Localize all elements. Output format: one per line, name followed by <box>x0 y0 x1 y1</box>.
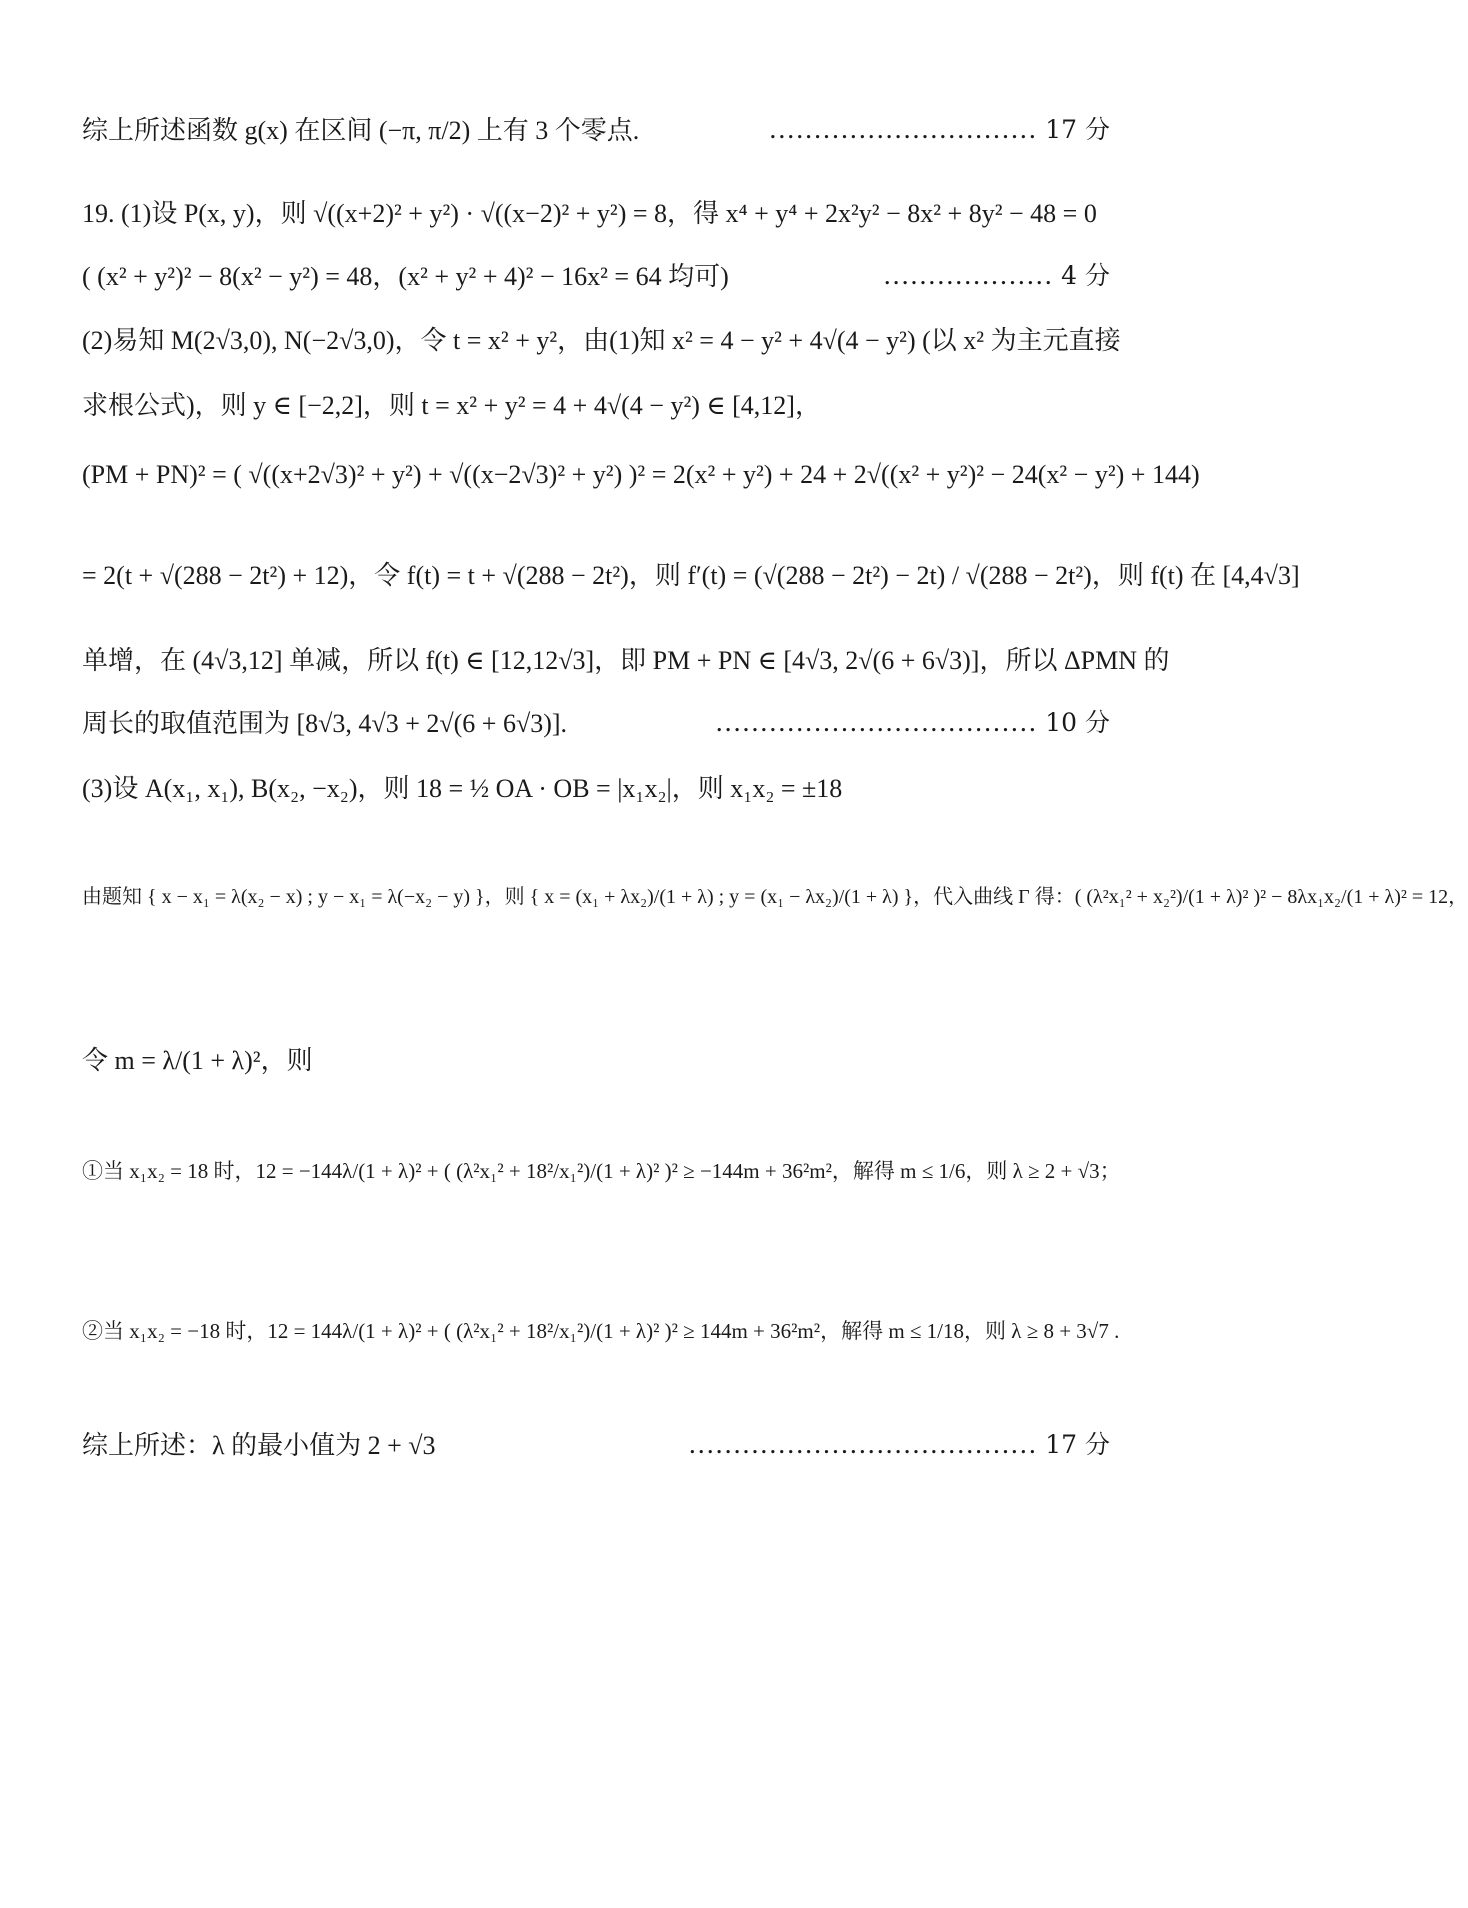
part-2-line-2: 求根公式)，则 y ∈ [−2,2]，则 t = x² + y² = 4 + 4√(4 − y²) ∈ [4,12]， <box>82 391 821 420</box>
part-2-monotonic-line: 单增，在 (4√3,12] 单减，所以 f(t) ∈ [12,12√3]，即 PM + PN ∈ [4√3, 2√(6 + 6√3)]，所以 ΔPMN 的 <box>82 646 1170 675</box>
part-2-derivative-line: = 2(t + √(288 − 2t²) + 12)，令 f(t) = t + √(288 − 2t²)，则 f′(t) = (√(288 − 2t²) − 2t) / √(288 − 2t²)，则 f(t) 在 [4,4√3] <box>82 561 1300 590</box>
case-1-line: ①当 x₁x₂ = 18 时，12 = −144λ/(1 + λ)² + ( (λ²x₁² + 18²/x₁²)/(1 + λ)² )² ≥ −144m + 36²m²，解得 m ≤ 1/6，则 λ ≥ 2 + √3； <box>82 1159 1121 1183</box>
dot-leader: .............................. <box>768 115 1038 144</box>
score-marker-17-a <box>769 110 1110 146</box>
substitution-m-line: 令 m = λ/(1 + λ)²，则 <box>82 1046 313 1075</box>
score-value: 17 分 <box>1045 115 1110 144</box>
dot-leader: .................................... <box>715 708 1038 737</box>
part-2-sum-squared: (PM + PN)² = ( √((x+2√3)² + y²) + √((x−2√3)² + y²) )² = 2(x² + y²) + 24 + 2√((x² + y²)² − 24(x² − y²) + 144) <box>82 460 1200 489</box>
perimeter-range-line: 周长的取值范围为 [8√3, 4√3 + 2√(6 + 6√3)]. <box>82 709 568 738</box>
case-2-line: ②当 x₁x₂ = −18 时，12 = 144λ/(1 + λ)² + ( (λ²x₁² + 18²/x₁²)/(1 + λ)² )² ≥ 144m + 36²m²，解得 m ≤ 1/18，则 λ ≥ 8 + 3√7 . <box>82 1319 1120 1343</box>
score-marker-10 <box>715 703 1110 739</box>
summary-line-zeros: 综上所述函数 g(x) 在区间 (−π, π/2) 上有 3 个零点. <box>82 116 640 145</box>
alternative-forms-line: ( (x² + y²)² − 8(x² − y²) = 48，(x² + y² + 4)² − 16x² = 64 均可) <box>82 262 729 291</box>
score-marker-4 <box>883 256 1110 292</box>
problem-19-part-1: 19. (1)设 P(x, y)，则 √((x+2)² + y²) · √((x−2)² + y²) = 8，得 x⁴ + y⁴ + 2x²y² − 8x² + 8y² − 48 = 0 <box>82 199 1097 228</box>
dot-leader: ....................................... <box>688 1430 1038 1459</box>
score-value: 4 分 <box>1061 261 1110 290</box>
score-value: 17 分 <box>1045 1430 1110 1459</box>
dot-leader: ................... <box>883 261 1054 290</box>
part-2-line-1: (2)易知 M(2√3,0), N(−2√3,0)，令 t = x² + y²，由(1)知 x² = 4 − y² + 4√(4 − y²) (以 x² 为主元直接 <box>82 326 1121 355</box>
final-conclusion-line: 综上所述：λ 的最小值为 2 + √3 <box>82 1431 436 1460</box>
part-3-setup-line: (3)设 A(x₁, x₁), B(x₂, −x₂)，则 18 = ½ OA · OB = |x₁x₂|，则 x₁x₂ = ±18 <box>82 774 843 803</box>
part-3-system-line: 由题知 { x − x₁ = λ(x₂ − x) ; y − x₁ = λ(−x₂ − y) }，则 { x = (x₁ + λx₂)/(1 + λ) ; y = (x₁ − λx₂)/(1 + λ) }，代入曲线 Γ 得：( (λ²x₁² + x₂²)/(1 + λ)² )² − 8λx₁x₂/(1 + λ)² = 12， <box>82 886 1468 908</box>
score-marker-17-b <box>688 1425 1110 1461</box>
score-value: 10 分 <box>1045 708 1110 737</box>
